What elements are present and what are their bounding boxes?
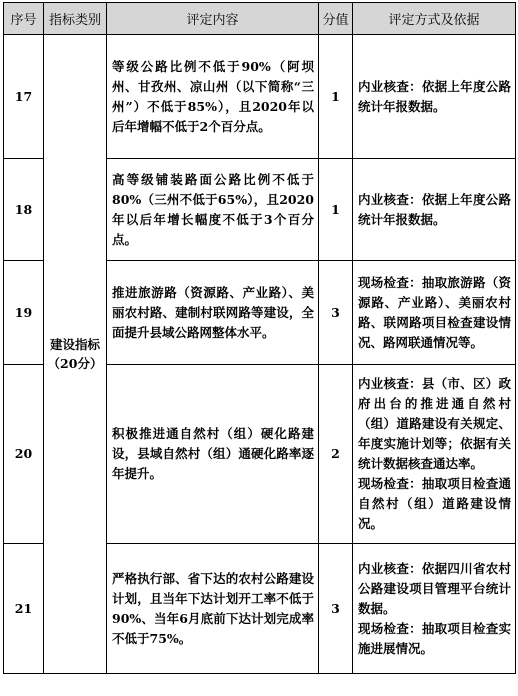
method-paragraph: 内业核查：依据四川省农村公路建设项目管理平台统计数据。 [358, 560, 511, 616]
row-score: 1 [319, 35, 353, 159]
method-paragraph: 现场检查：抽取项目检查通自然村（组）道路建设情况。 [358, 476, 511, 531]
row-content: 等级公路比例不低于90%（阿坝州、甘孜州、凉山州（以下简称“三州”）不低于85%），且2020年以后年增幅不低于2个百分点。 [107, 35, 319, 159]
row-score: 3 [319, 544, 353, 674]
row-content: 积极推进通自然村（组）硬化路建设，县域自然村（组）通硬化路率逐年提升。 [107, 365, 319, 544]
row-method [353, 159, 516, 261]
category-points: （20分） [47, 356, 103, 371]
header-seq: 序号 [4, 3, 44, 35]
row-method [353, 544, 516, 674]
table-header-row [4, 3, 516, 35]
row-seq: 19 [4, 261, 44, 365]
row-score: 3 [319, 261, 353, 365]
row-content: 高等级铺装路面公路比例不低于80%（三州不低于65%），且2020年以后年增长幅度不低于3个百分点。 [107, 159, 319, 261]
category-cell [44, 35, 107, 674]
row-method [353, 35, 516, 159]
row-method [353, 365, 516, 544]
row-seq: 20 [4, 365, 44, 544]
method-paragraph: 内业核查：依据上年度公路统计年报数据。 [358, 191, 511, 227]
row-content: 推进旅游路（资源路、产业路）、美丽农村路、建制村联网路等建设，全面提升县域公路网整体水平。 [107, 261, 319, 365]
category-name: 建设指标 [49, 337, 100, 352]
header-score: 分值 [319, 3, 353, 35]
method-paragraph: 现场检查：抽取项目检查实施进展情况。 [358, 620, 511, 656]
evaluation-table [3, 2, 516, 674]
table-row [4, 35, 516, 159]
row-score: 1 [319, 159, 353, 261]
method-paragraph: 内业核查：依据上年度公路统计年报数据。 [358, 78, 511, 114]
row-method [353, 261, 516, 365]
row-content: 严格执行部、省下达的农村公路建设计划，且当年下达计划开工率不低于90%、当年6月底前下达计划完成率不低于75%。 [107, 544, 319, 674]
row-score: 2 [319, 365, 353, 544]
row-seq: 18 [4, 159, 44, 261]
header-content: 评定内容 [107, 3, 319, 35]
header-category: 指标类别 [44, 3, 107, 35]
method-paragraph: 现场检查：抽取旅游路（资源路、产业路）、美丽农村路、联网路项目检查建设情况、路网联通情况等。 [358, 274, 511, 350]
header-method: 评定方式及依据 [353, 3, 516, 35]
row-seq: 21 [4, 544, 44, 674]
method-paragraph: 内业核查：县（市、区）政府出台的推进通自然村（组）道路建设有关规定、年度实施计划等；依据有关统计数据核查通达率。 [358, 376, 511, 471]
row-seq: 17 [4, 35, 44, 159]
